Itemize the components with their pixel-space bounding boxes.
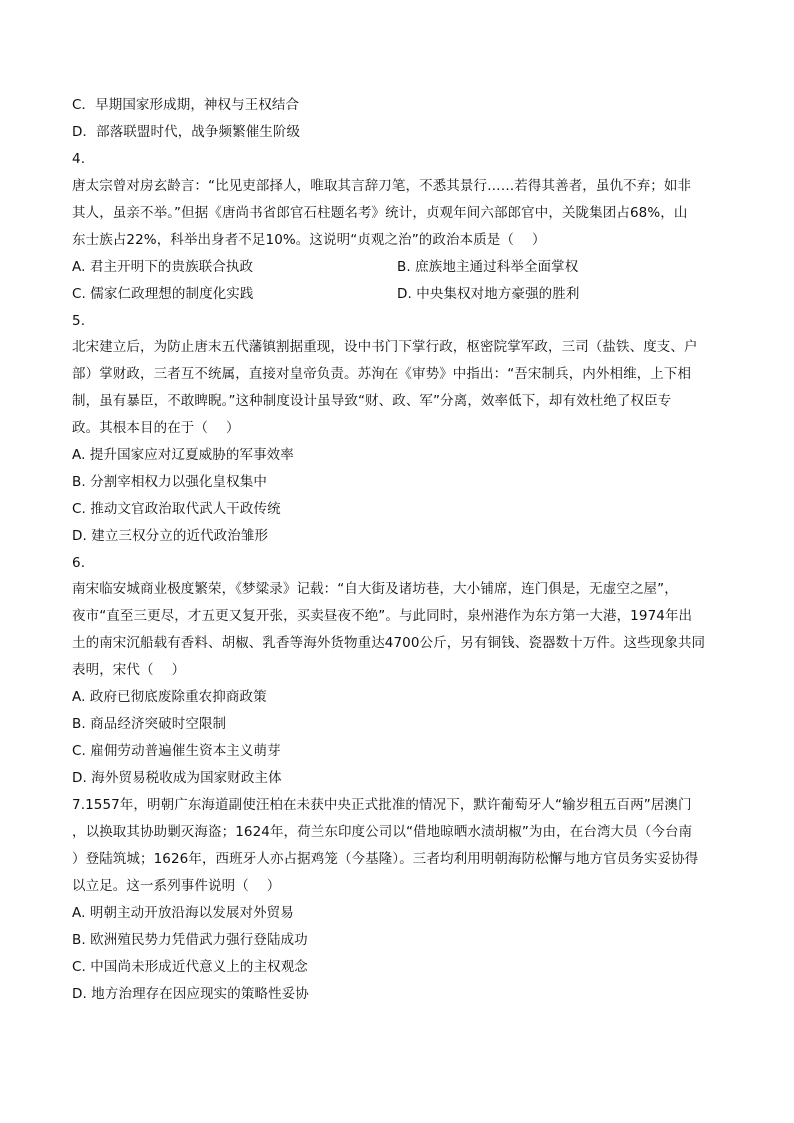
q7-option-b: B. 欧洲殖民势力凭借武力强行登陆成功 xyxy=(72,932,308,948)
q6-option-d: D. 海外贸易税收成为国家财政主体 xyxy=(72,770,282,786)
q7-option-d: D. 地方治理存在因应现实的策略性妥协 xyxy=(72,986,309,1002)
q4-option-d: D. 中央集权对地方豪强的胜利 xyxy=(397,286,580,302)
q6-stem-line-3: 土的南宋沉船载有香料、胡椒、乳香等海外货物重达4700公斤，另有铜钱、瓷器数十万件。这些现象共同 xyxy=(72,635,706,651)
q7-stem-line-2: ，以换取其协助剿灭海盗；1624年，荷兰东印度公司以“借地晾晒水渍胡椒”为由，在台湾大员（今台南 xyxy=(72,824,693,840)
q4-number: 4. xyxy=(72,151,86,167)
q5-stem-line-1: 北宋建立后，为防止唐末五代藩镇割据重现，设中书门下掌行政，枢密院掌军政，三司（盐铁、度支、户 xyxy=(72,339,698,355)
q7-stem-line-4: 以立足。这一系列事件说明（ ） xyxy=(72,878,281,894)
q3-option-c: C．早期国家形成期，神权与王权结合 xyxy=(72,97,300,113)
q4-option-b: B. 庶族地主通过科举全面掌权 xyxy=(397,259,579,275)
q4-stem-line-1: 唐太宗曾对房玄龄言：“比见吏部择人，唯取其言辞刀笔，不悉其景行……若得其善者，虽仇不弃；如非 xyxy=(72,178,692,194)
q4-option-c: C. 儒家仁政理想的制度化实践 xyxy=(72,286,254,302)
q4-option-a: A. 君主开明下的贵族联合执政 xyxy=(72,259,254,275)
q4-stem-line-2: 其人，虽亲不举。”但据《唐尚书省郎官石柱题名考》统计，贞观年间六部郎官中，关陇集团占68%，山 xyxy=(72,205,688,221)
q7-option-c: C. 中国尚未形成近代意义上的主权观念 xyxy=(72,959,308,975)
q5-option-b: B. 分割宰相权力以强化皇权集中 xyxy=(72,474,267,490)
q7-option-a: A. 明朝主动开放沿海以发展对外贸易 xyxy=(72,905,294,921)
q6-stem-line-2: 夜市“直至三更尽，才五更又复开张，买卖昼夜不绝”。与此同时，泉州港作为东方第一大港，1974年出 xyxy=(72,608,693,624)
q5-number: 5. xyxy=(72,313,86,329)
q6-stem-line-4: 表明，宋代（ ） xyxy=(72,662,186,678)
q6-number: 6. xyxy=(72,555,86,571)
q7-stem-line-3: ）登陆筑城；1626年，西班牙人亦占据鸡笼（今基隆）。三者均利用明朝海防松懈与地方官员务实妥协得 xyxy=(72,851,699,867)
q6-stem-line-1: 南宋临安城商业极度繁荣，《梦粱录》记载：“自大街及诸坊巷，大小铺席，连门俱是，无虚空之屋”， xyxy=(72,581,678,597)
q5-option-c: C. 推动文官政治取代武人干政传统 xyxy=(72,501,281,517)
q6-option-a: A. 政府已彻底废除重农抑商政策 xyxy=(72,689,267,705)
q3-option-d: D．部落联盟时代，战争频繁催生阶级 xyxy=(72,124,301,140)
q5-stem-line-3: 制，虽有暴臣，不敢睥睨。”这种制度设计虽导致“财、政、军”分离，效率低下，却有效杜绝了权臣专 xyxy=(72,393,672,409)
q5-option-d: D. 建立三权分立的近代政治雏形 xyxy=(72,528,269,544)
q6-option-b: B. 商品经济突破时空限制 xyxy=(72,716,227,732)
q5-option-a: A. 提升国家应对辽夏威胁的军事效率 xyxy=(72,447,294,463)
q6-option-c: C. 雇佣劳动普遍催生资本主义萌芽 xyxy=(72,743,281,759)
q4-stem-line-3: 东士族占22%，科举出身者不足10%。这说明“贞观之治”的政治本质是（ ） xyxy=(72,232,546,248)
q5-stem-line-4: 政。其根本目的在于（ ） xyxy=(72,420,240,436)
q5-stem-line-2: 部）掌财政，三者互不统属，直接对皇帝负责。苏洵在《审势》中指出：“吾宋制兵，内外相维，上下相 xyxy=(72,366,692,382)
q4-options-row-2 xyxy=(72,285,722,303)
q4-options-row-1 xyxy=(72,258,722,276)
q7-stem-line-1: 7.1557年，明朝广东海道副使汪柏在未获中央正式批准的情况下，默许葡萄牙人“输岁租五百两”居澳门 xyxy=(72,797,692,813)
